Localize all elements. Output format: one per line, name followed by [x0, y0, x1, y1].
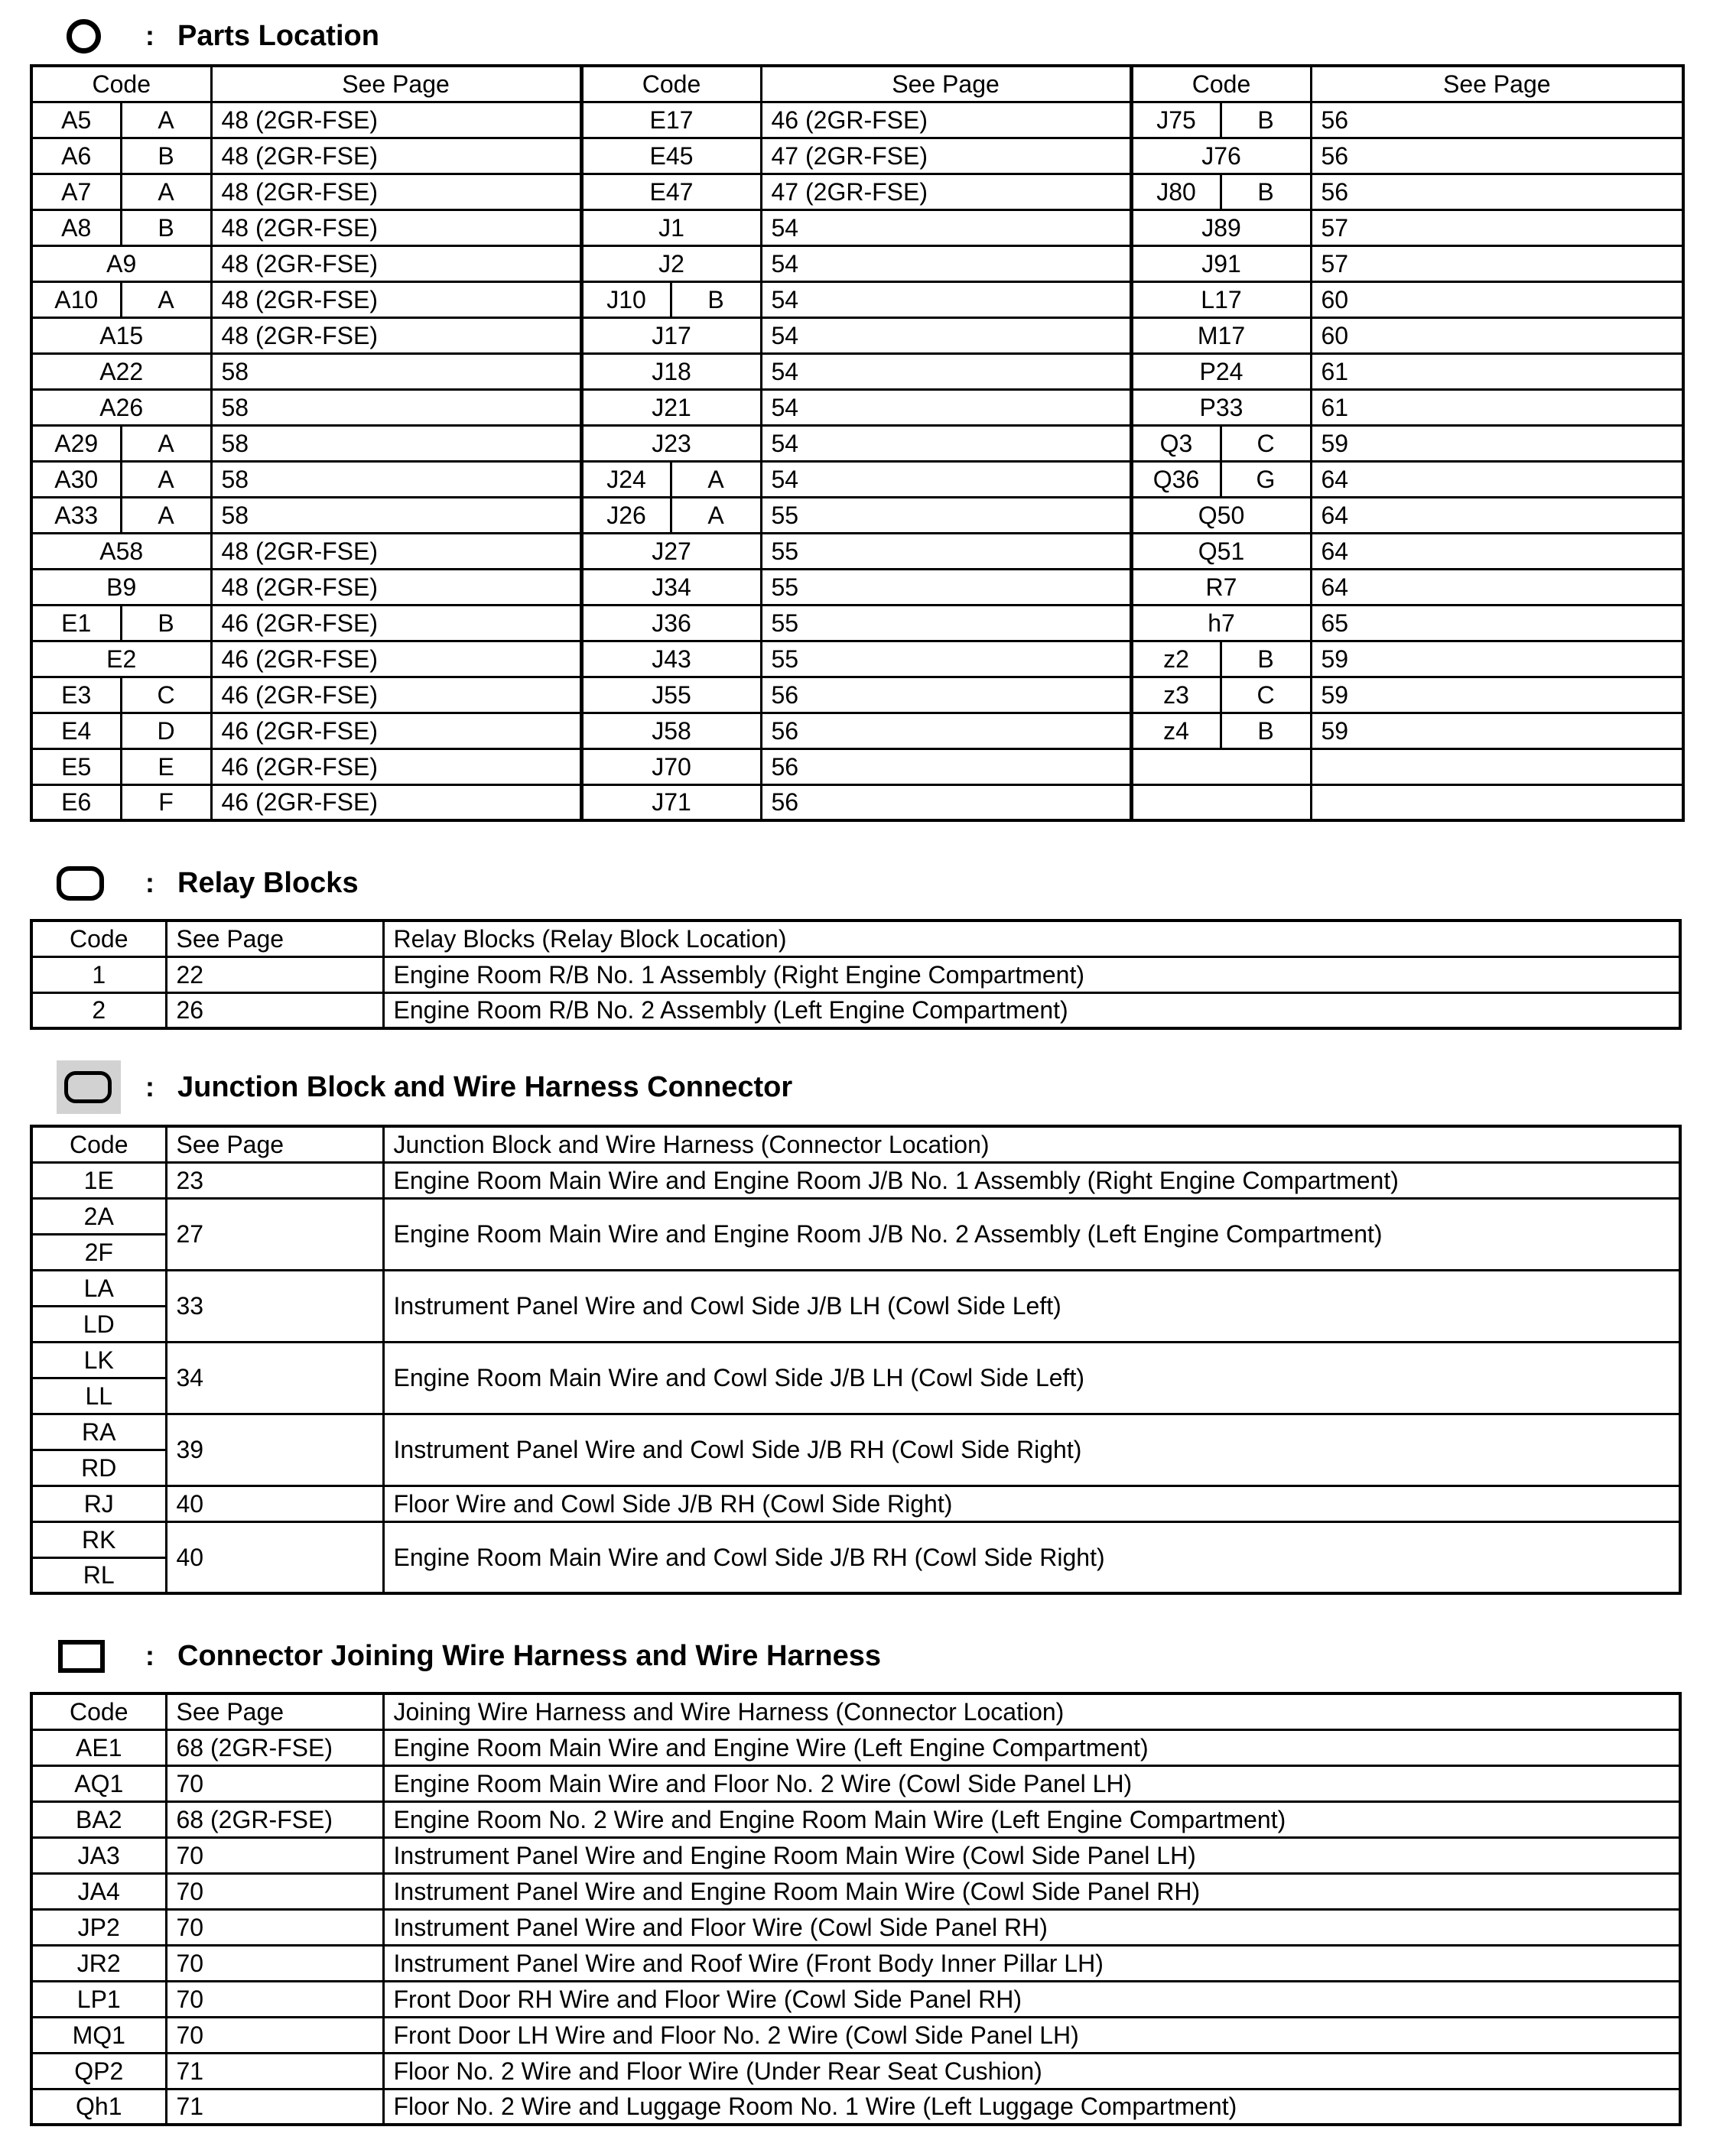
see-page-cell: 58	[211, 425, 581, 461]
see-page-cell: 59	[1311, 677, 1683, 713]
column-header-see-page: See Page	[761, 66, 1131, 102]
see-page-cell: 27	[166, 1198, 383, 1270]
code-cell: h7	[1131, 605, 1311, 641]
see-page-cell: 48 (2GR-FSE)	[211, 569, 581, 605]
see-page-cell: 46 (2GR-FSE)	[211, 677, 581, 713]
code-cell: A7	[31, 174, 121, 209]
column-header-code: Code	[31, 1693, 166, 1729]
code-cell: A58	[31, 533, 211, 569]
see-page-cell: 40	[166, 1485, 383, 1521]
code-cell: Q36	[1131, 461, 1221, 497]
code-cell: E4	[31, 713, 121, 748]
code-cell: B9	[31, 569, 211, 605]
see-page-cell: 64	[1311, 497, 1683, 533]
table-row	[31, 389, 1683, 425]
table-row	[31, 209, 1683, 245]
code-cell: Qh1	[31, 2089, 166, 2125]
code-cell	[1131, 748, 1311, 784]
see-page-cell: 54	[761, 317, 1131, 353]
see-page-cell: 47 (2GR-FSE)	[761, 138, 1131, 174]
code-cell: A8	[31, 209, 121, 245]
code-cell: E45	[581, 138, 761, 174]
code-suffix-cell: G	[1221, 461, 1311, 497]
code-cell: E17	[581, 102, 761, 138]
see-page-cell: 23	[166, 1162, 383, 1198]
see-page-cell: 46 (2GR-FSE)	[211, 605, 581, 641]
heading-colon: :	[145, 1071, 154, 1102]
table-row	[31, 1270, 1680, 1306]
code-cell: Q3	[1131, 425, 1221, 461]
code-cell: A5	[31, 102, 121, 138]
column-header-description: Relay Blocks (Relay Block Location)	[383, 921, 1680, 956]
junction-block-table	[30, 1125, 1682, 1595]
column-header-description: Junction Block and Wire Harness (Connector Location)	[383, 1126, 1680, 1162]
code-cell: A22	[31, 353, 211, 389]
see-page-cell: 54	[761, 245, 1131, 281]
relay-blocks-title: Relay Blocks	[177, 866, 359, 899]
table-row	[31, 245, 1683, 281]
see-page-cell: 71	[166, 2053, 383, 2089]
see-page-cell: 54	[761, 209, 1131, 245]
table-row	[31, 138, 1683, 174]
connector-joining-title: Connector Joining Wire Harness and Wire Harness	[177, 1639, 881, 1672]
table-row	[31, 533, 1683, 569]
circle-symbol-icon	[67, 19, 101, 54]
table-row	[31, 1198, 1680, 1234]
description-cell: Instrument Panel Wire and Engine Room Main Wire (Cowl Side Panel RH)	[383, 1873, 1680, 1909]
code-cell: E6	[31, 784, 121, 820]
see-page-cell: 60	[1311, 281, 1683, 317]
table-row	[31, 2017, 1680, 2053]
see-page-cell: 48 (2GR-FSE)	[211, 102, 581, 138]
table-row	[31, 605, 1683, 641]
code-cell: 1E	[31, 1162, 166, 1198]
code-suffix-cell: C	[121, 677, 211, 713]
see-page-cell: 56	[1311, 174, 1683, 209]
code-cell: RL	[31, 1557, 166, 1593]
see-page-cell: 48 (2GR-FSE)	[211, 209, 581, 245]
see-page-cell: 60	[1311, 317, 1683, 353]
see-page-cell: 59	[1311, 425, 1683, 461]
code-cell: z3	[1131, 677, 1221, 713]
description-cell: Instrument Panel Wire and Cowl Side J/B RH (Cowl Side Right)	[383, 1414, 1680, 1485]
heading-colon: :	[145, 20, 154, 51]
code-cell: R7	[1131, 569, 1311, 605]
code-cell: J70	[581, 748, 761, 784]
see-page-cell: 70	[166, 1981, 383, 2017]
code-cell: J58	[581, 713, 761, 748]
code-cell: A15	[31, 317, 211, 353]
code-suffix-cell: A	[121, 281, 211, 317]
code-cell: J80	[1131, 174, 1221, 209]
code-cell: MQ1	[31, 2017, 166, 2053]
code-cell: J36	[581, 605, 761, 641]
code-cell: JA4	[31, 1873, 166, 1909]
table-row	[31, 1801, 1680, 1837]
code-cell: A30	[31, 461, 121, 497]
see-page-cell: 33	[166, 1270, 383, 1342]
code-cell: P33	[1131, 389, 1311, 425]
description-cell: Floor No. 2 Wire and Floor Wire (Under Rear Seat Cushion)	[383, 2053, 1680, 2089]
see-page-cell: 57	[1311, 245, 1683, 281]
code-cell: 1	[31, 956, 166, 992]
code-cell: RA	[31, 1414, 166, 1450]
code-cell: A10	[31, 281, 121, 317]
code-cell: J23	[581, 425, 761, 461]
code-cell: LD	[31, 1306, 166, 1342]
see-page-cell: 70	[166, 1909, 383, 1945]
see-page-cell: 68 (2GR-FSE)	[166, 1801, 383, 1837]
see-page-cell: 68 (2GR-FSE)	[166, 1729, 383, 1765]
see-page-cell: 56	[761, 677, 1131, 713]
table-row	[31, 2089, 1680, 2125]
code-cell: J1	[581, 209, 761, 245]
see-page-cell: 55	[761, 497, 1131, 533]
code-cell: BA2	[31, 1801, 166, 1837]
see-page-cell: 55	[761, 569, 1131, 605]
code-cell: Q51	[1131, 533, 1311, 569]
see-page-cell: 64	[1311, 533, 1683, 569]
table-row	[31, 713, 1683, 748]
code-suffix-cell: A	[121, 174, 211, 209]
column-header-code: Code	[581, 66, 761, 102]
code-cell: E1	[31, 605, 121, 641]
table-row	[31, 956, 1680, 992]
see-page-cell	[1311, 784, 1683, 820]
table-row	[31, 1729, 1680, 1765]
code-cell: P24	[1131, 353, 1311, 389]
description-cell: Instrument Panel Wire and Roof Wire (Front Body Inner Pillar LH)	[383, 1945, 1680, 1981]
code-cell: E3	[31, 677, 121, 713]
column-header-see-page: See Page	[211, 66, 581, 102]
description-cell: Instrument Panel Wire and Cowl Side J/B LH (Cowl Side Left)	[383, 1270, 1680, 1342]
description-cell: Engine Room Main Wire and Cowl Side J/B LH (Cowl Side Left)	[383, 1342, 1680, 1414]
code-suffix-cell: C	[1221, 425, 1311, 461]
see-page-cell: 64	[1311, 569, 1683, 605]
see-page-cell: 56	[761, 713, 1131, 748]
column-header-see-page: See Page	[166, 921, 383, 956]
code-cell: J55	[581, 677, 761, 713]
code-cell: 2	[31, 992, 166, 1028]
code-cell: E47	[581, 174, 761, 209]
see-page-cell: 48 (2GR-FSE)	[211, 245, 581, 281]
see-page-cell: 58	[211, 353, 581, 389]
code-suffix-cell: B	[671, 281, 761, 317]
see-page-cell: 54	[761, 389, 1131, 425]
table-row	[31, 1521, 1680, 1557]
description-cell: Instrument Panel Wire and Floor Wire (Cowl Side Panel RH)	[383, 1909, 1680, 1945]
relay-blocks-table	[30, 919, 1682, 1030]
description-cell: Floor Wire and Cowl Side J/B RH (Cowl Side Right)	[383, 1485, 1680, 1521]
rectangle-symbol-icon	[58, 1640, 105, 1673]
code-cell: z2	[1131, 641, 1221, 677]
code-suffix-cell: B	[1221, 174, 1311, 209]
code-suffix-cell: C	[1221, 677, 1311, 713]
code-cell: 2A	[31, 1198, 166, 1234]
see-page-cell: 56	[1311, 138, 1683, 174]
table-row	[31, 174, 1683, 209]
code-cell: J75	[1131, 102, 1221, 138]
description-cell: Front Door LH Wire and Floor No. 2 Wire (Cowl Side Panel LH)	[383, 2017, 1680, 2053]
see-page-cell: 59	[1311, 713, 1683, 748]
code-cell: RD	[31, 1450, 166, 1485]
column-header-see-page: See Page	[166, 1693, 383, 1729]
code-cell: JA3	[31, 1837, 166, 1873]
code-cell: A9	[31, 245, 211, 281]
table-row	[31, 1342, 1680, 1378]
description-cell: Engine Room Main Wire and Engine Wire (Left Engine Compartment)	[383, 1729, 1680, 1765]
see-page-cell: 64	[1311, 461, 1683, 497]
column-header-see-page: See Page	[166, 1126, 383, 1162]
code-suffix-cell: A	[671, 461, 761, 497]
code-cell: J21	[581, 389, 761, 425]
code-suffix-cell: B	[1221, 102, 1311, 138]
see-page-cell	[1311, 748, 1683, 784]
column-header-code: Code	[31, 66, 211, 102]
see-page-cell: 34	[166, 1342, 383, 1414]
code-suffix-cell: F	[121, 784, 211, 820]
table-row	[31, 1909, 1680, 1945]
see-page-cell: 55	[761, 533, 1131, 569]
code-cell: J17	[581, 317, 761, 353]
heading-colon: :	[145, 1640, 154, 1671]
code-cell: AQ1	[31, 1765, 166, 1801]
code-suffix-cell: A	[121, 102, 211, 138]
code-cell: RK	[31, 1521, 166, 1557]
see-page-cell: 58	[211, 389, 581, 425]
code-suffix-cell: B	[1221, 641, 1311, 677]
description-cell: Engine Room Main Wire and Cowl Side J/B RH (Cowl Side Right)	[383, 1521, 1680, 1593]
code-suffix-cell: B	[121, 209, 211, 245]
table-row	[31, 677, 1683, 713]
code-cell: J71	[581, 784, 761, 820]
code-suffix-cell: A	[121, 461, 211, 497]
see-page-cell: 48 (2GR-FSE)	[211, 281, 581, 317]
description-cell: Instrument Panel Wire and Engine Room Main Wire (Cowl Side Panel LH)	[383, 1837, 1680, 1873]
see-page-cell: 39	[166, 1414, 383, 1485]
code-cell: J76	[1131, 138, 1311, 174]
see-page-cell: 46 (2GR-FSE)	[211, 784, 581, 820]
see-page-cell: 61	[1311, 389, 1683, 425]
see-page-cell: 46 (2GR-FSE)	[211, 748, 581, 784]
column-header-code: Code	[31, 921, 166, 956]
table-row	[31, 2053, 1680, 2089]
column-header-description: Joining Wire Harness and Wire Harness (Connector Location)	[383, 1693, 1680, 1729]
see-page-cell: 70	[166, 1873, 383, 1909]
heading-colon: :	[145, 867, 154, 898]
code-suffix-cell: B	[121, 605, 211, 641]
parts-location-title: Parts Location	[177, 19, 379, 52]
see-page-cell: 55	[761, 641, 1131, 677]
code-cell: J10	[581, 281, 671, 317]
table-row	[31, 1765, 1680, 1801]
code-cell: Q50	[1131, 497, 1311, 533]
column-header-code: Code	[1131, 66, 1311, 102]
table-row	[31, 992, 1680, 1028]
see-page-cell: 70	[166, 1837, 383, 1873]
see-page-cell: 56	[761, 748, 1131, 784]
see-page-cell: 70	[166, 2017, 383, 2053]
see-page-cell: 61	[1311, 353, 1683, 389]
code-suffix-cell: E	[121, 748, 211, 784]
code-cell: LA	[31, 1270, 166, 1306]
table-row	[31, 748, 1683, 784]
code-cell: J91	[1131, 245, 1311, 281]
see-page-cell: 47 (2GR-FSE)	[761, 174, 1131, 209]
code-cell: J89	[1131, 209, 1311, 245]
table-row	[31, 1162, 1680, 1198]
see-page-cell: 48 (2GR-FSE)	[211, 138, 581, 174]
parts-location-table	[30, 64, 1685, 822]
code-cell: JR2	[31, 1945, 166, 1981]
see-page-cell: 46 (2GR-FSE)	[211, 713, 581, 748]
column-header-code: Code	[31, 1126, 166, 1162]
see-page-cell: 58	[211, 461, 581, 497]
table-row	[31, 1945, 1680, 1981]
see-page-cell: 71	[166, 2089, 383, 2125]
code-suffix-cell: B	[121, 138, 211, 174]
table-row	[31, 353, 1683, 389]
rounded-rect-symbol-icon	[57, 866, 104, 901]
code-suffix-cell: D	[121, 713, 211, 748]
code-cell: L17	[1131, 281, 1311, 317]
see-page-cell: 57	[1311, 209, 1683, 245]
code-cell: A29	[31, 425, 121, 461]
code-cell	[1131, 784, 1311, 820]
table-row	[31, 497, 1683, 533]
see-page-cell: 70	[166, 1765, 383, 1801]
code-cell: J18	[581, 353, 761, 389]
code-cell: E5	[31, 748, 121, 784]
table-row	[31, 569, 1683, 605]
see-page-cell: 22	[166, 956, 383, 992]
see-page-cell: 58	[211, 497, 581, 533]
shaded-rounded-rect-symbol-icon	[64, 1071, 112, 1103]
code-cell: LK	[31, 1342, 166, 1378]
code-cell: J2	[581, 245, 761, 281]
see-page-cell: 26	[166, 992, 383, 1028]
see-page-cell: 70	[166, 1945, 383, 1981]
code-suffix-cell: A	[121, 425, 211, 461]
code-cell: M17	[1131, 317, 1311, 353]
code-suffix-cell: B	[1221, 713, 1311, 748]
code-cell: RJ	[31, 1485, 166, 1521]
description-cell: Engine Room R/B No. 1 Assembly (Right Engine Compartment)	[383, 956, 1680, 992]
table-row	[31, 1981, 1680, 2017]
see-page-cell: 46 (2GR-FSE)	[211, 641, 581, 677]
see-page-cell: 59	[1311, 641, 1683, 677]
see-page-cell: 48 (2GR-FSE)	[211, 533, 581, 569]
table-row	[31, 1873, 1680, 1909]
see-page-cell: 54	[761, 461, 1131, 497]
code-cell: QP2	[31, 2053, 166, 2089]
code-cell: AE1	[31, 1729, 166, 1765]
description-cell: Engine Room Main Wire and Engine Room J/B No. 2 Assembly (Left Engine Compartment)	[383, 1198, 1680, 1270]
connector-joining-table	[30, 1692, 1682, 2126]
description-cell: Engine Room Main Wire and Engine Room J/B No. 1 Assembly (Right Engine Compartment)	[383, 1162, 1680, 1198]
code-cell: A26	[31, 389, 211, 425]
table-row	[31, 461, 1683, 497]
code-cell: JP2	[31, 1909, 166, 1945]
description-cell: Engine Room R/B No. 2 Assembly (Left Engine Compartment)	[383, 992, 1680, 1028]
description-cell: Floor No. 2 Wire and Luggage Room No. 1 Wire (Left Luggage Compartment)	[383, 2089, 1680, 2125]
table-row	[31, 1414, 1680, 1450]
code-cell: J24	[581, 461, 671, 497]
see-page-cell: 55	[761, 605, 1131, 641]
table-row	[31, 1485, 1680, 1521]
see-page-cell: 56	[761, 784, 1131, 820]
code-cell: J27	[581, 533, 761, 569]
junction-block-title: Junction Block and Wire Harness Connector	[177, 1070, 793, 1103]
column-header-see-page: See Page	[1311, 66, 1683, 102]
table-row	[31, 784, 1683, 820]
see-page-cell: 48 (2GR-FSE)	[211, 174, 581, 209]
see-page-cell: 48 (2GR-FSE)	[211, 317, 581, 353]
code-cell: J34	[581, 569, 761, 605]
table-row	[31, 102, 1683, 138]
table-row	[31, 425, 1683, 461]
code-cell: z4	[1131, 713, 1221, 748]
description-cell: Front Door RH Wire and Floor Wire (Cowl Side Panel RH)	[383, 1981, 1680, 2017]
code-cell: E2	[31, 641, 211, 677]
code-cell: A6	[31, 138, 121, 174]
table-row	[31, 317, 1683, 353]
table-row	[31, 1837, 1680, 1873]
table-row	[31, 281, 1683, 317]
see-page-cell: 54	[761, 425, 1131, 461]
code-suffix-cell: A	[121, 497, 211, 533]
code-cell: LP1	[31, 1981, 166, 2017]
description-cell: Engine Room No. 2 Wire and Engine Room Main Wire (Left Engine Compartment)	[383, 1801, 1680, 1837]
code-cell: J43	[581, 641, 761, 677]
description-cell: Engine Room Main Wire and Floor No. 2 Wire (Cowl Side Panel LH)	[383, 1765, 1680, 1801]
code-cell: 2F	[31, 1234, 166, 1270]
code-cell: A33	[31, 497, 121, 533]
see-page-cell: 46 (2GR-FSE)	[761, 102, 1131, 138]
code-suffix-cell: A	[671, 497, 761, 533]
see-page-cell: 65	[1311, 605, 1683, 641]
code-cell: J26	[581, 497, 671, 533]
see-page-cell: 54	[761, 281, 1131, 317]
see-page-cell: 54	[761, 353, 1131, 389]
table-row	[31, 641, 1683, 677]
code-cell: LL	[31, 1378, 166, 1414]
see-page-cell: 40	[166, 1521, 383, 1593]
see-page-cell: 56	[1311, 102, 1683, 138]
